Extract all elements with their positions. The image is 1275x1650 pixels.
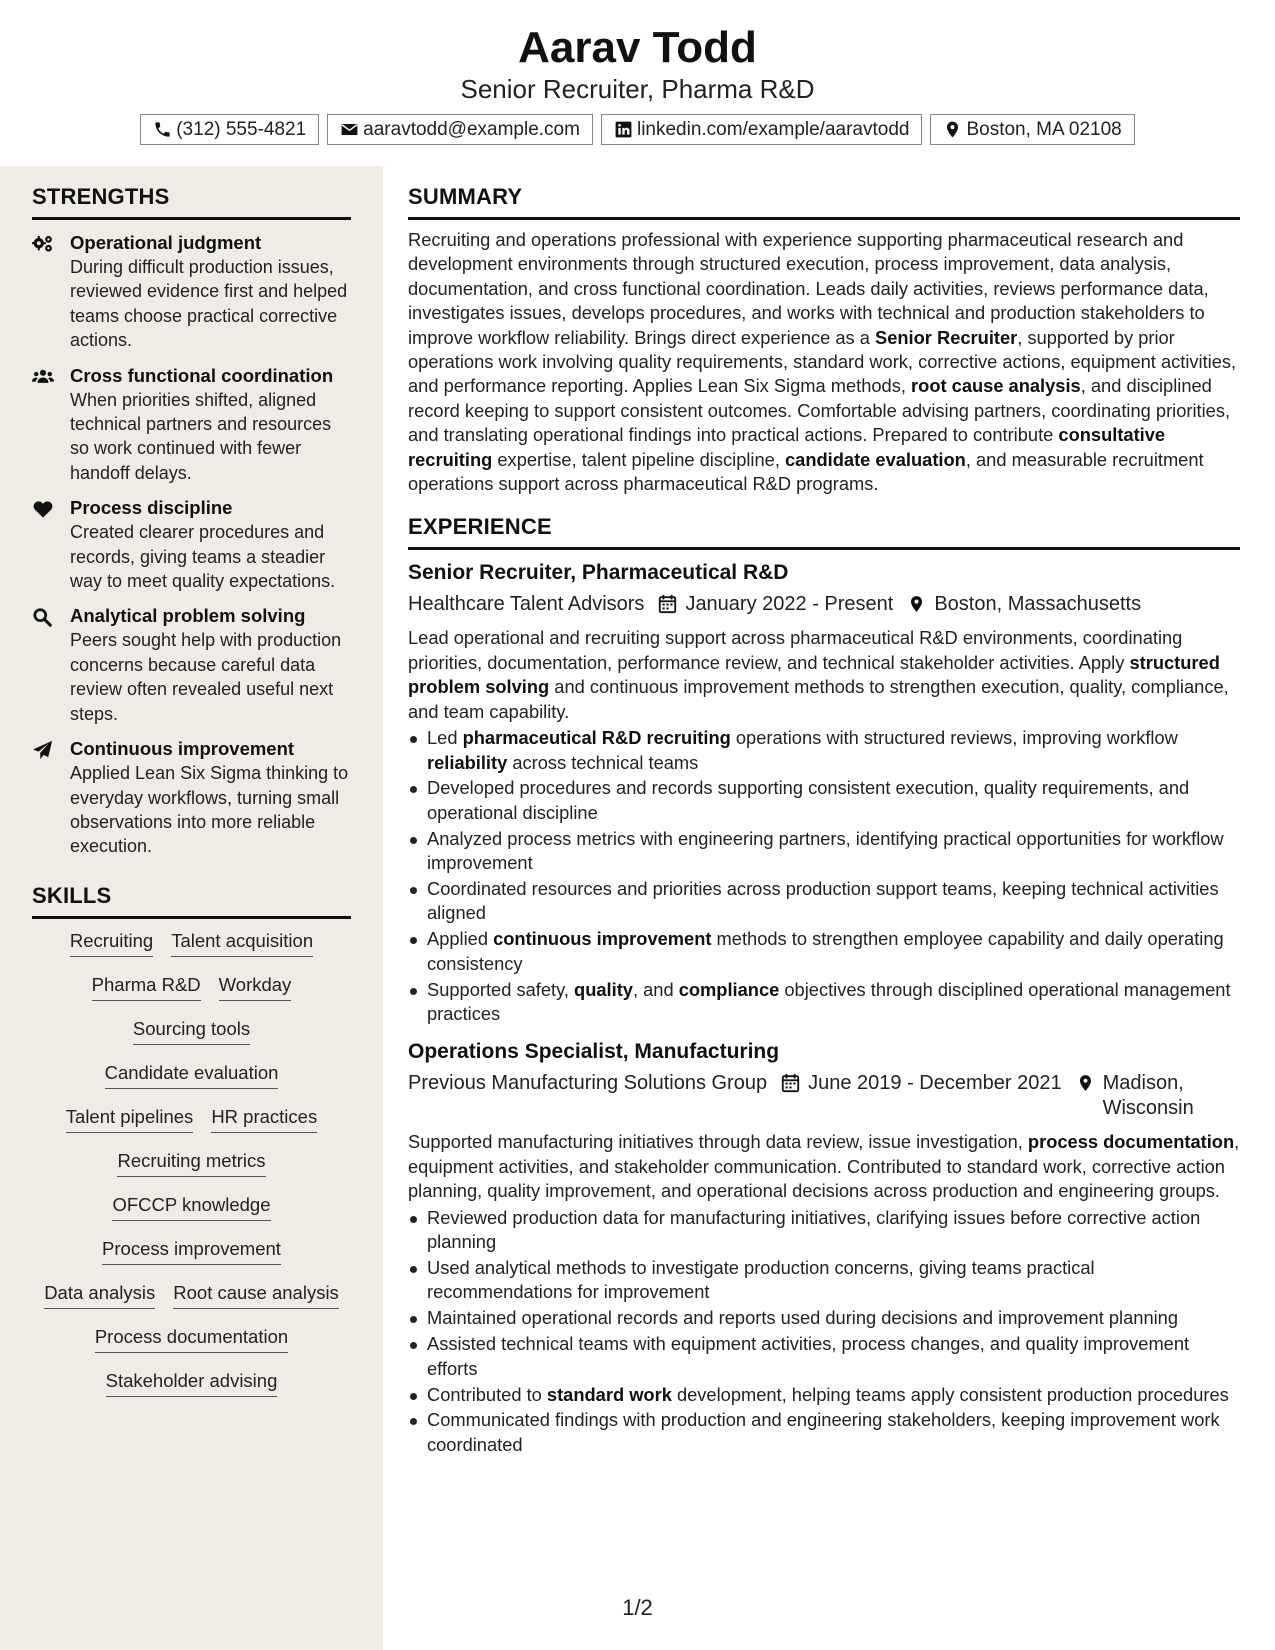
skill-tag: Workday [219, 973, 292, 1001]
calendar-icon [781, 1073, 800, 1093]
contact-email[interactable] [327, 114, 593, 145]
strength-title: Operational judgment [70, 232, 262, 253]
skill-tag: Root cause analysis [173, 1281, 339, 1309]
heart-icon [32, 499, 54, 519]
job-location: Boston, Massachusetts [934, 593, 1142, 616]
skill-tag: Recruiting [70, 929, 153, 957]
linkedin-icon [614, 120, 633, 139]
map-pin-icon [1076, 1073, 1095, 1093]
strength-desc: When priorities shifted, aligned technical partners and resources so work continued with fewer handoff delays. [70, 389, 332, 483]
emphasis-text: pharmaceutical R&D recruiting [462, 727, 731, 749]
job-bullets [408, 1206, 1240, 1458]
emphasis-text: Senior Recruiter [875, 326, 1018, 348]
emphasis-text: standard work [546, 1383, 672, 1405]
emphasis-text: candidate evaluation [784, 448, 966, 470]
emphasis-text: consultative recruiting [408, 424, 1166, 470]
skill-tag: Sourcing tools [133, 1017, 250, 1045]
skill-tag: Process improvement [102, 1237, 281, 1265]
job-entry [408, 1038, 1240, 1457]
map-pin-icon [943, 120, 962, 139]
contact-linkedin[interactable] [601, 114, 923, 145]
candidate-title: Senior Recruiter, Pharma R&D [460, 74, 815, 104]
strength-desc: Created clearer procedures and records, giving teams a steadier way to meet quality expectations. [70, 522, 336, 592]
emphasis-text: continuous improvement [493, 928, 712, 950]
phone-icon [153, 120, 172, 139]
strength-title: Continuous improvement [70, 738, 295, 760]
strength-title: Process discipline [70, 497, 233, 519]
strength-item [32, 364, 351, 486]
emphasis-text: root cause analysis [911, 375, 1081, 397]
skills-heading: SKILLS [32, 883, 351, 919]
skill-tag: HR practices [211, 1105, 317, 1133]
emphasis-text: process documentation [1027, 1131, 1235, 1153]
job-location: Madison, Wisconsin [1102, 1072, 1194, 1120]
job-dates: January 2022 - Present [685, 593, 894, 616]
strength-item [32, 604, 351, 726]
main-column [408, 184, 1240, 1459]
sidebar [0, 166, 383, 1650]
strength-item [32, 737, 351, 859]
emphasis-text: structured problem solving [408, 651, 1220, 698]
contact-location-text: Boston, MA 02108 [966, 118, 1122, 140]
users-icon [32, 367, 54, 387]
contact-linkedin-text: linkedin.com/example/aaravtodd [636, 118, 910, 140]
job-bullet: Used analytical methods to investigate production concerns, giving teams practical recommendations for improvement [408, 1256, 1240, 1305]
summary-text: Recruiting and operations professional with experience supporting pharmaceutical research and development environments through structured execution, process improvement, data analysis, documentation, and cross functional coordination. Leads daily activities, reviews performance data, investigates issues, develops procedures, and works with technical and production stakeholders to improve workflow reliability. Brings direct experience as a Senior Recruiter, supported by prior operations work involving quality requirements, standard work, corrective actions, equipment activities, and performance reporting. Applies Lean Six Sigma methods, root cause analysis, and disciplined record keeping to support consistent outcomes. Comfortable advising partners, coordinating priorities, and translating operational findings into practical actions. Prepared to contribute consultative recruiting expertise, talent pipeline discipline, candidate evaluation, and measurable recruitment operations support across pharmaceutical R&D programs. [408, 229, 1237, 495]
job-bullet: Coordinated resources and priorities across production support teams, keeping technical activities aligned [408, 877, 1240, 926]
skills-list [32, 929, 351, 1397]
envelope-icon [340, 120, 359, 139]
strength-title: Analytical problem solving [70, 605, 306, 627]
skill-tag: Talent pipelines [66, 1105, 194, 1133]
skill-tag: Data analysis [44, 1281, 155, 1309]
job-title: Senior Recruiter, Pharmaceutical R&D [408, 561, 789, 585]
magnifier-icon [32, 607, 54, 627]
resume-header [0, 0, 1275, 166]
job-meta [408, 592, 1240, 617]
job-bullet: Contributed to standard work development, helping teams apply consistent production procedures [408, 1383, 1240, 1407]
strength-desc: During difficult production issues, reviewed evidence first and helped teams choose practical corrective actions. [70, 257, 348, 351]
job-description: Lead operational and recruiting support across pharmaceutical R&D environments, coordinating priorities, documentation, performance review, and technical stakeholder activities. Apply structured problem solving and continuous improvement methods to strengthen execution, quality, compliance, and team capability. [408, 627, 1229, 722]
paper-plane-icon [32, 740, 54, 760]
job-bullet: Communicated findings with production and engineering stakeholders, keeping improvement work coordinated [408, 1408, 1240, 1457]
emphasis-text: quality [574, 978, 633, 1000]
job-bullet: Assisted technical teams with equipment activities, process changes, and quality improvement efforts [408, 1332, 1240, 1381]
summary-heading: SUMMARY [408, 184, 1240, 220]
job-bullets [408, 726, 1240, 1026]
page-number: 1/2 [622, 1595, 653, 1620]
skill-tag: Pharma R&D [92, 973, 201, 1001]
skill-tag: OFCCP knowledge [112, 1193, 270, 1221]
job-bullet: Analyzed process metrics with engineering partners, identifying practical opportunities for workflow improvement [408, 827, 1240, 876]
skill-tag: Stakeholder advising [106, 1369, 278, 1397]
contact-phone-text: (312) 555-4821 [176, 118, 307, 140]
skill-tag: Candidate evaluation [105, 1061, 279, 1089]
strength-item [32, 496, 351, 593]
job-bullet: Developed procedures and records supporting consistent execution, quality requirements, and operational discipline [408, 776, 1240, 825]
job-title: Operations Specialist, Manufacturing [408, 1040, 780, 1064]
emphasis-text: compliance [678, 978, 780, 1000]
skill-tag: Talent acquisition [171, 929, 313, 957]
skill-tag: Process documentation [95, 1325, 288, 1353]
skill-tag: Recruiting metrics [117, 1149, 265, 1177]
strength-item [32, 231, 351, 353]
calendar-icon [658, 594, 677, 614]
strengths-heading: STRENGTHS [32, 184, 351, 220]
job-company: Healthcare Talent Advisors [408, 593, 645, 616]
experience-heading: EXPERIENCE [408, 514, 1240, 550]
contact-email-text: aaravtodd@example.com [363, 118, 580, 140]
job-entry [408, 559, 1240, 1026]
job-meta [408, 1071, 1240, 1121]
job-bullet: Supported safety, quality, and compliance objectives through disciplined operational management practices [408, 978, 1240, 1027]
job-dates: June 2019 - December 2021 [808, 1072, 1062, 1095]
strength-desc: Applied Lean Six Sigma thinking to everyday workflows, turning small observations into more reliable execution. [70, 763, 349, 857]
map-pin-icon [907, 594, 926, 614]
candidate-name: Aarav Todd [518, 23, 757, 72]
job-bullet: Applied continuous improvement methods to strengthen employee capability and daily operating consistency [408, 927, 1240, 976]
contact-location [930, 114, 1134, 145]
job-bullet: Reviewed production data for manufacturing initiatives, clarifying issues before corrective action planning [408, 1206, 1240, 1255]
contact-bar [0, 114, 1275, 145]
job-description: Supported manufacturing initiatives through data review, issue investigation, process documentation, equipment activities, and stakeholder communication. Contributed to standard work, corrective action planning, quality improvement, and operational decisions across production and engineering groups. [408, 1131, 1240, 1202]
emphasis-text: reliability [427, 751, 508, 773]
job-bullet: Led pharmaceutical R&D recruiting operations with structured reviews, improving workflow reliability across technical teams [408, 726, 1240, 775]
strength-desc: Peers sought help with production concerns because careful data review often revealed useful next steps. [70, 630, 342, 724]
job-bullet: Maintained operational records and reports used during decisions and improvement planning [408, 1306, 1240, 1330]
contact-phone[interactable] [140, 114, 319, 145]
strength-title: Cross functional coordination [70, 364, 334, 386]
gears-icon [32, 234, 54, 254]
job-company: Previous Manufacturing Solutions Group [408, 1072, 768, 1095]
